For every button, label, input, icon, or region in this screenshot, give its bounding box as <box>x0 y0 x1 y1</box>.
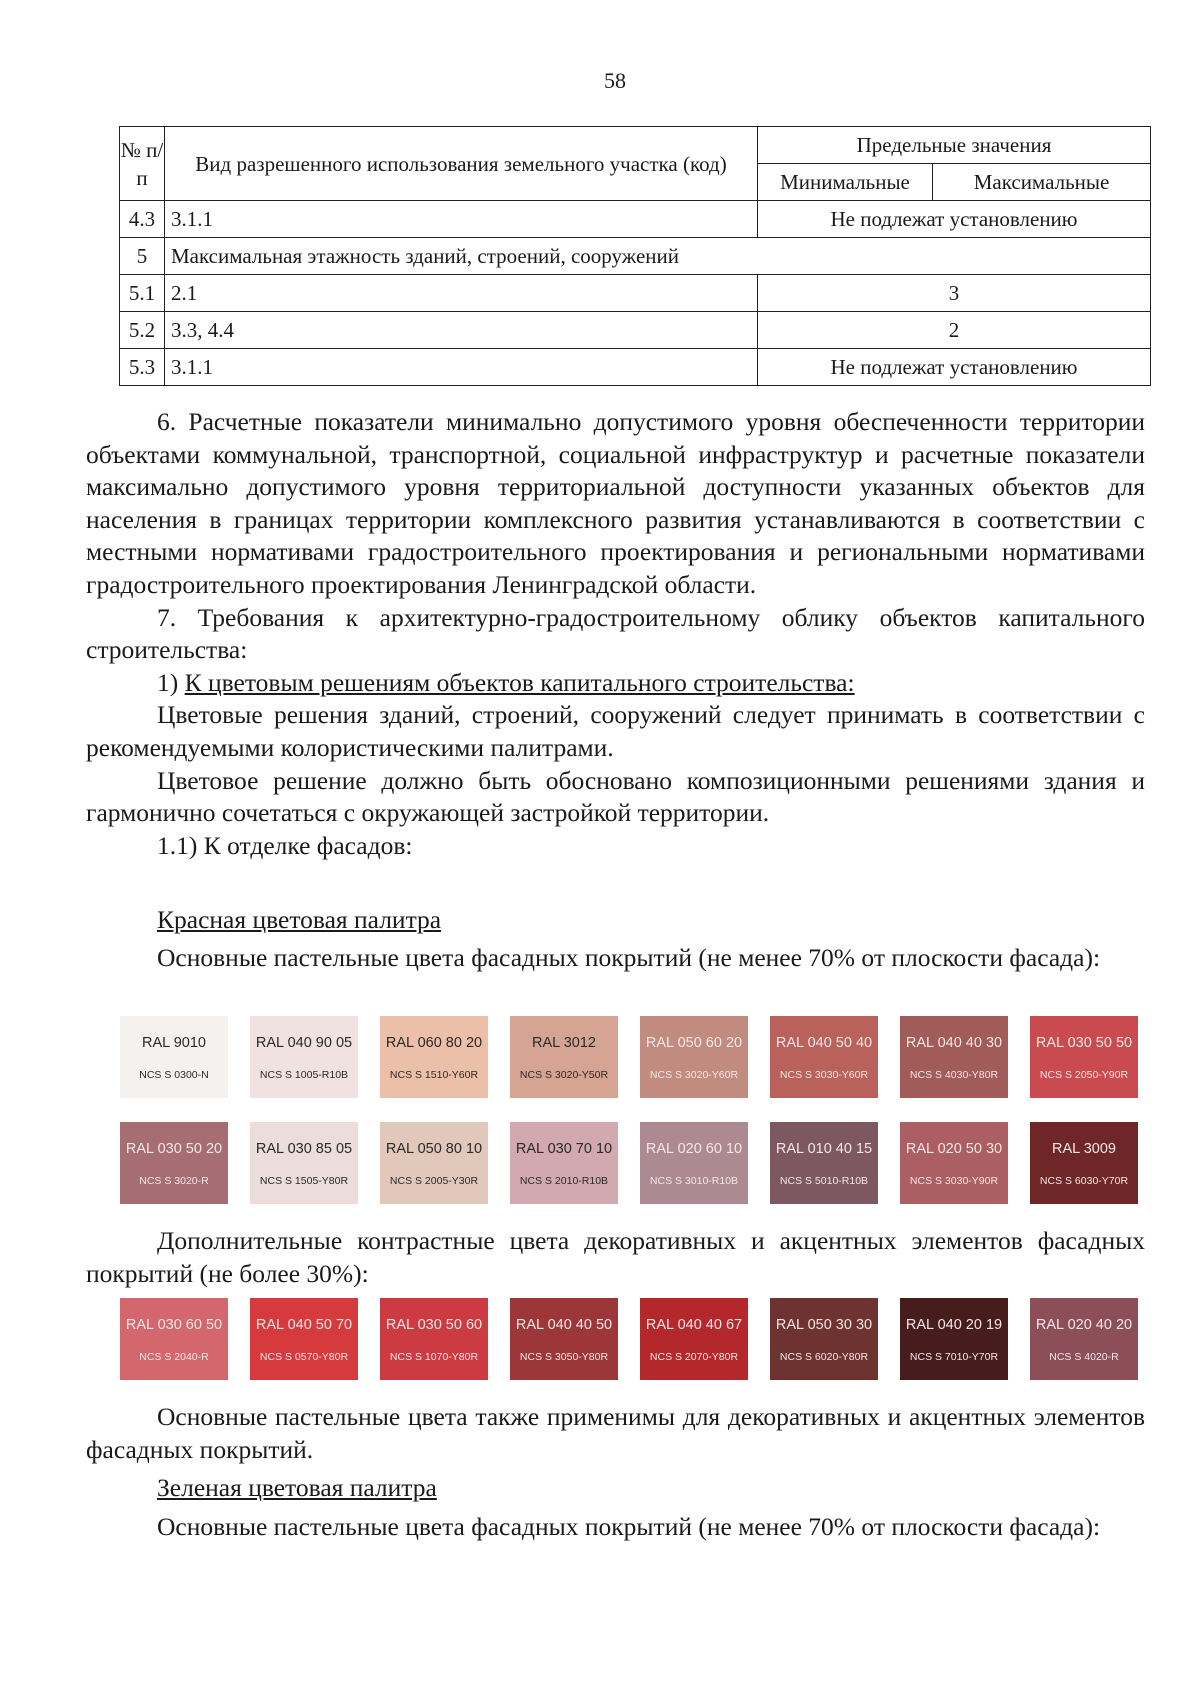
paragraph-6: 6. Расчетные показатели минимально допустимого уровня обеспеченности территории объектами коммунальной, транспортной, социальной инфраструктур и расчетные показатели максимально допустимого уровня территориальной доступности указанных объектов для населения в границах территории комплексного развития устанавливаются в соответствии с местными нормативами градостроительного проектирования и региональными нормативами градостроительного проектирования Ленинградской области. <box>86 407 1145 599</box>
paragraph-7-1 <box>86 667 1145 700</box>
color-swatch <box>770 1016 878 1098</box>
swatch-ral-code: RAL 030 60 50 <box>125 1317 223 1333</box>
swatch-ral-code: RAL 050 80 10 <box>385 1141 483 1157</box>
swatch-ral-code: RAL 040 40 30 <box>905 1035 1003 1051</box>
table-row <box>120 275 1151 312</box>
swatch-ral-code: RAL 020 60 10 <box>645 1141 743 1157</box>
header-max: Максимальные <box>933 164 1151 201</box>
header-num: № п/п <box>120 127 165 201</box>
text-block-6 <box>86 1472 1145 1505</box>
color-swatch <box>510 1122 618 1204</box>
color-swatch <box>250 1016 358 1098</box>
paragraph-main-also: Основные пастельные цвета также применимы для декоративных и акцентных элементов фасадных покрытий. <box>86 1402 1145 1464</box>
swatch-ncs-code: NCS S 6020-Y80R <box>779 1351 869 1363</box>
color-swatch <box>770 1298 878 1380</box>
row-num: 4.3 <box>120 201 165 238</box>
text-block-1 <box>86 406 1145 862</box>
color-swatch <box>120 1016 228 1098</box>
text-block-4 <box>86 1225 1145 1290</box>
row-num: 5 <box>120 238 165 275</box>
color-swatch <box>250 1122 358 1204</box>
swatch-ral-code: RAL 050 60 20 <box>645 1035 743 1051</box>
row-title: Максимальная этажность зданий, строений, сооружений <box>165 238 1151 275</box>
swatch-ncs-code: NCS S 3020-R <box>139 1175 209 1187</box>
palette-accent <box>120 1298 1140 1380</box>
swatch-ral-code: RAL 030 85 05 <box>255 1141 353 1157</box>
paragraph-color-2: Цветовое решение должно быть обосновано композиционными решениями здания и гармонично сочетаться с окружающей застройкой территории. <box>86 765 1145 828</box>
swatch-ncs-code: NCS S 1005-R10B <box>259 1069 349 1081</box>
color-swatch <box>510 1298 618 1380</box>
table-row <box>120 201 1151 238</box>
swatch-ral-code: RAL 030 50 20 <box>125 1141 223 1157</box>
limits-table <box>119 126 1151 386</box>
swatch-ncs-code: NCS S 7010-Y70R <box>909 1351 999 1363</box>
text-block-5 <box>86 1401 1145 1466</box>
swatch-ral-code: RAL 040 50 40 <box>775 1035 873 1051</box>
swatch-ral-code: RAL 060 80 20 <box>385 1035 483 1051</box>
paragraph-7-1-prefix: 1) <box>157 667 185 697</box>
color-swatch <box>120 1122 228 1204</box>
color-swatch <box>900 1298 1008 1380</box>
swatch-ral-code: RAL 040 40 67 <box>645 1317 743 1333</box>
swatch-ncs-code: NCS S 0300-N <box>139 1069 209 1081</box>
swatch-ncs-code: NCS S 2040-R <box>139 1351 209 1363</box>
paragraph-7-1-heading: К цветовым решениям объектов капитального строительства: <box>184 667 855 697</box>
row-value: 2 <box>758 312 1151 349</box>
swatch-ral-code: RAL 030 50 50 <box>1035 1035 1133 1051</box>
color-swatch <box>510 1016 618 1098</box>
paragraph-7: 7. Требования к архитектурно-градостроительному облику объектов капитального строительства: <box>86 602 1145 665</box>
swatch-ncs-code: NCS S 5010-R10B <box>779 1175 869 1187</box>
paragraph-accent-colors: Дополнительные контрастные цвета декоративных и акцентных элементов фасадных покрытий (не более 30%): <box>86 1226 1145 1288</box>
row-num: 5.1 <box>120 275 165 312</box>
green-palette-heading-text: Зеленая цветовая палитра <box>157 1473 437 1502</box>
color-swatch <box>900 1016 1008 1098</box>
color-swatch <box>770 1122 878 1204</box>
header-type: Вид разрешенного использования земельного участка (код) <box>165 127 758 201</box>
swatch-ral-code: RAL 050 30 30 <box>775 1317 873 1333</box>
table-row <box>120 238 1151 275</box>
swatch-ncs-code: NCS S 3050-Y80R <box>519 1351 609 1363</box>
color-swatch <box>640 1016 748 1098</box>
color-swatch <box>380 1016 488 1098</box>
color-swatch <box>1030 1016 1138 1098</box>
swatch-ncs-code: NCS S 3010-R10B <box>649 1175 739 1187</box>
row-num: 5.2 <box>120 312 165 349</box>
header-min: Минимальные <box>758 164 933 201</box>
green-palette-heading <box>86 1472 1145 1505</box>
row-code: 3.1.1 <box>165 349 758 386</box>
color-swatch <box>250 1298 358 1380</box>
swatch-ral-code: RAL 040 20 19 <box>905 1317 1003 1333</box>
swatch-ncs-code: NCS S 2010-R10B <box>519 1175 609 1187</box>
color-swatch <box>640 1122 748 1204</box>
text-block-2 <box>86 904 1145 937</box>
table-row <box>120 349 1151 386</box>
swatch-ncs-code: NCS S 4020-R <box>1049 1351 1119 1363</box>
swatch-ncs-code: NCS S 2005-Y30R <box>389 1175 479 1187</box>
swatch-ral-code: RAL 040 90 05 <box>255 1035 353 1051</box>
swatch-ncs-code: NCS S 1510-Y60R <box>389 1069 479 1081</box>
swatch-ncs-code: NCS S 1505-Y80R <box>259 1175 349 1187</box>
red-palette-heading-text: Красная цветовая палитра <box>157 905 442 934</box>
swatch-ral-code: RAL 020 40 20 <box>1035 1317 1133 1333</box>
palette-main-row-1 <box>120 1016 1140 1098</box>
color-swatch <box>380 1122 488 1204</box>
swatch-ncs-code: NCS S 2070-Y80R <box>649 1351 739 1363</box>
swatch-ncs-code: NCS S 3020-Y60R <box>649 1069 739 1081</box>
row-value: 3 <box>758 275 1151 312</box>
paragraph-color-1: Цветовые решения зданий, строений, сооружений следует принимать в соответствии с рекомендуемыми колористическими палитрами. <box>86 700 1145 762</box>
swatch-ncs-code: NCS S 4030-Y80R <box>909 1069 999 1081</box>
color-swatch <box>1030 1298 1138 1380</box>
table-row <box>120 312 1151 349</box>
page-number: 58 <box>604 68 626 93</box>
swatch-ral-code: RAL 3012 <box>532 1035 596 1051</box>
swatch-ral-code: RAL 030 50 60 <box>385 1317 483 1333</box>
swatch-ral-code: RAL 040 40 50 <box>515 1317 613 1333</box>
color-swatch <box>380 1298 488 1380</box>
swatch-ncs-code: NCS S 3030-Y60R <box>779 1069 869 1081</box>
color-swatch <box>1030 1122 1138 1204</box>
text-block-3 <box>86 942 1145 975</box>
row-code: 3.1.1 <box>165 201 758 238</box>
swatch-ral-code: RAL 010 40 15 <box>775 1141 873 1157</box>
swatch-ncs-code: NCS S 3030-Y90R <box>909 1175 999 1187</box>
swatch-ral-code: RAL 9010 <box>142 1035 206 1051</box>
paragraph-main-colors: Основные пастельные цвета фасадных покрытий (не менее 70% от плоскости фасада): <box>157 943 1101 972</box>
swatch-ral-code: RAL 020 50 30 <box>905 1141 1003 1157</box>
swatch-ral-code: RAL 040 50 70 <box>255 1317 353 1333</box>
paragraph-facade: 1.1) К отделке фасадов: <box>157 830 413 860</box>
text-block-7 <box>86 1511 1145 1544</box>
swatch-ral-code: RAL 3009 <box>1052 1141 1116 1157</box>
row-value: Не подлежат установлению <box>758 349 1151 386</box>
row-num: 5.3 <box>120 349 165 386</box>
swatch-ncs-code: NCS S 1070-Y80R <box>389 1351 479 1363</box>
color-swatch <box>640 1298 748 1380</box>
red-palette-heading <box>86 904 1145 937</box>
row-code: 2.1 <box>165 275 758 312</box>
palette-main-row-2 <box>120 1122 1140 1204</box>
swatch-ncs-code: NCS S 2050-Y90R <box>1039 1069 1129 1081</box>
swatch-ncs-code: NCS S 3020-Y50R <box>519 1069 609 1081</box>
swatch-ncs-code: NCS S 6030-Y70R <box>1039 1175 1129 1187</box>
row-code: 3.3, 4.4 <box>165 312 758 349</box>
swatch-ral-code: RAL 030 70 10 <box>515 1141 613 1157</box>
row-value: Не подлежат установлению <box>758 201 1151 238</box>
color-swatch <box>900 1122 1008 1204</box>
header-limits: Предельные значения <box>758 127 1151 164</box>
color-swatch <box>120 1298 228 1380</box>
swatch-ncs-code: NCS S 0570-Y80R <box>259 1351 349 1363</box>
paragraph-main-colors-green: Основные пастельные цвета фасадных покрытий (не менее 70% от плоскости фасада): <box>157 1512 1101 1541</box>
